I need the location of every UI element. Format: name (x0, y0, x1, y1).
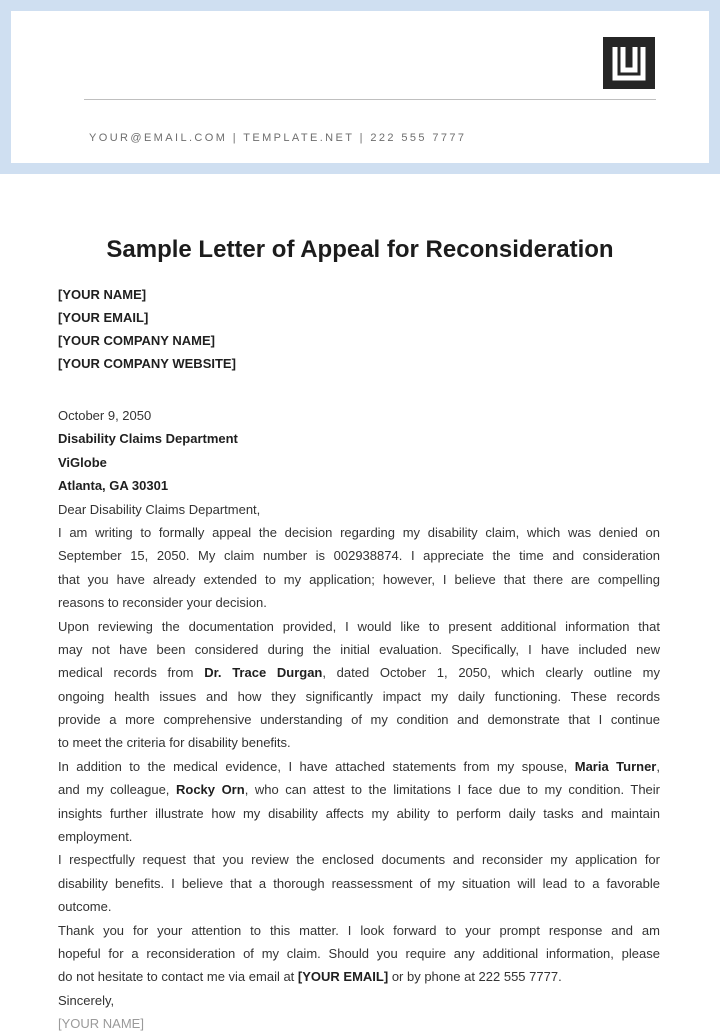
contact-line: YOUR@EMAIL.COM | TEMPLATE.NET | 222 555 7777 (89, 132, 467, 144)
paragraph-2-line: Upon reviewing the documentation provided, I would like to present additional information that (58, 618, 660, 634)
paragraph-3-line: insights further illustrate how my disability affects my ability to perform daily tasks and maintain (58, 805, 660, 821)
paragraph-4-line: outcome. (58, 899, 112, 915)
sender-website: [YOUR COMPANY WEBSITE] (58, 356, 236, 371)
paragraph-1-line: reasons to reconsider your decision. (58, 595, 267, 611)
contact-email-placeholder: [YOUR EMAIL] (297, 969, 389, 985)
header-divider (84, 99, 656, 100)
paragraph-2-line: to meet the criteria for disability benefits. (58, 735, 291, 751)
closing: Sincerely, (58, 992, 115, 1008)
template-net-logo-icon (603, 37, 655, 89)
letter-body (58, 404, 660, 1036)
letterhead (0, 0, 720, 174)
recipient-address: Atlanta, GA 30301 (58, 478, 169, 494)
paragraph-3-line: employment. (58, 829, 133, 845)
salutation: Dear Disability Claims Department, (58, 501, 261, 517)
recipient-company: ViGlobe (58, 454, 107, 470)
paragraph-1-line: I am writing to formally appeal the decision regarding my disability claim, which was denied on (58, 524, 660, 540)
colleague-name: Rocky Orn (175, 782, 245, 798)
paragraph-3-line: In addition to the medical evidence, I have attached statements from my spouse, Maria Turner, (58, 758, 660, 774)
sender-company: [YOUR COMPANY NAME] (58, 333, 215, 348)
sender-name: [YOUR NAME] (58, 287, 147, 302)
paragraph-2-line: provide a more comprehensive understanding of my condition and demonstrate that I continue (58, 712, 660, 728)
paragraph-1-line: September 15, 2050. My claim number is 002938874. I appreciate the time and consideration (58, 548, 660, 564)
recipient-department: Disability Claims Department (58, 431, 238, 447)
spouse-name: Maria Turner (574, 758, 657, 774)
letter-date: October 9, 2050 (58, 408, 152, 423)
sender-email: [YOUR EMAIL] (58, 310, 149, 325)
doctor-name: Dr. Trace Durgan (204, 665, 323, 681)
signature: [YOUR NAME] (58, 1016, 144, 1032)
paragraph-4-line: I respectfully request that you review the enclosed documents and reconsider my application for (58, 852, 660, 868)
paragraph-5-line: do not hesitate to contact me via email at [YOUR EMAIL] or by phone at 222 555 7777. (58, 969, 562, 985)
paragraph-1-line: that you have already extended to my application; however, I believe that there are compelling (58, 571, 660, 587)
paragraph-2-line: may not have been considered during the initial evaluation. Specifically, I have included new (58, 641, 660, 657)
paragraph-4-line: disability benefits. I believe that a thorough reassessment of my situation will lead to a favorable (58, 875, 660, 891)
paragraph-5-line: hopeful for a reconsideration of my claim. Should you require any additional information, please (58, 945, 660, 961)
page-title: Sample Letter of Appeal for Reconsideration (106, 236, 614, 263)
sender-block (58, 283, 236, 375)
paragraph-2-line: medical records from Dr. Trace Durgan, dated October 1, 2050, which clearly outline my (58, 665, 661, 681)
paragraph-3-line: and my colleague, Rocky Orn, who can attest to the limitations I face due to my condition. Their (58, 782, 660, 798)
paragraph-5-line: Thank you for your attention to this matter. I look forward to your prompt response and am (58, 922, 660, 938)
paragraph-2-line: ongoing health issues and how they significantly impact my daily functioning. These records (58, 688, 660, 704)
